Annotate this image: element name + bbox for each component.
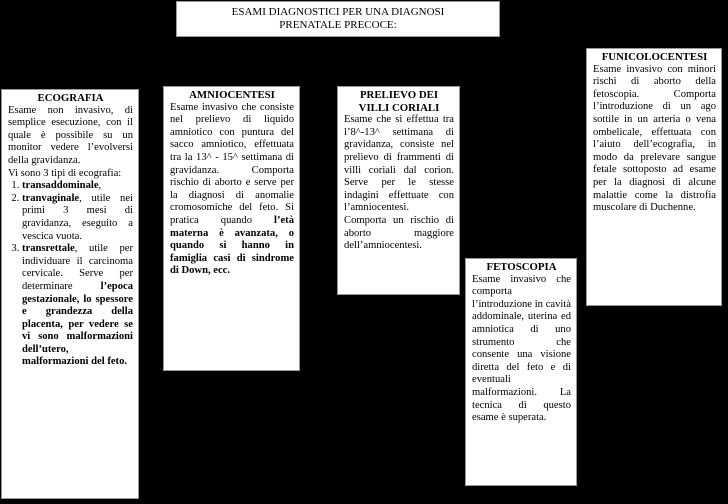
ecografia-type-desc: , utile nei primi 3 mesi di gravidanza, eseguito a vescica vuota. (22, 192, 133, 242)
fetoscopia-title: FETOSCOPIA (486, 261, 557, 273)
amniocentesi-body: Esame invasivo che consiste nel prelievo di liquido amniotico con puntura del sacco amniotico, effettuata tra la 13^ - 15^ settimana di gravidanza. Comporta rischio di aborto e serve per la diagnosi di anomalie cromosomiche del feto. Si pratica quando (170, 101, 294, 226)
ecografia-title: ECOGRAFIA (37, 92, 104, 104)
ecografia-type-desc: , utile per individuare il carcinoma cervicale. Serve per determinare (22, 243, 133, 292)
amniocentesi-box (163, 86, 300, 371)
amniocentesi-title: AMNIOCENTESI (189, 89, 275, 101)
ecografia-type-desc: , (98, 180, 102, 192)
ecografia-type-name: tranvaginale (22, 192, 80, 204)
ecografia-type-name: transrettale (22, 243, 75, 255)
ecografia-purpose: l’epoca gestazionale, lo spessore e grandezza della placenta, per vedere se vi sono malformazioni dell’utero, malformazioni del feto. (22, 280, 133, 368)
fetoscopia-box (465, 258, 577, 486)
funicolocentesi-text: Esame invasivo con minori rischi di aborto della fetoscopia. Comporta l’introduzione di un ago sottile in un arteria o vena ombelicale, effettuata con l’aiuto dell’ecografia, in modo da prelevare sangue fetale sottoposto ad esame per la diagnosi di alcune malattie come la distrofia muscolare di Duchenne. (593, 63, 716, 214)
ecografia-box (1, 89, 139, 499)
fetoscopia-text: Esame invasivo che comporta l’introduzione in cavità addominale, uterina ed amniotica di uno strumento che consente una visione diretta del feto e di eventuali malformazioni. La tecnica di questo esame è superata. (472, 273, 571, 424)
ecografia-types-intro: Vi sono 3 tipi di ecografia: (8, 167, 122, 179)
title-line-1: ESAMI DIAGNOSTICI PER UNA DIAGNOSI (231, 6, 445, 18)
villi-coriali-box (337, 86, 460, 295)
ecografia-type-name: transaddominale (22, 180, 99, 192)
amniocentesi-text (170, 102, 294, 278)
ecografia-type-item (22, 193, 133, 243)
ecografia-type-list (8, 180, 133, 369)
villi-title-line-1: PRELIEVO DEI (359, 89, 439, 101)
ecografia-type-item (22, 243, 133, 369)
diagram-title (176, 1, 500, 37)
funicolocentesi-box (586, 48, 722, 306)
villi-text: Esame che si effettua tra l’8^-13^ settimana di gravidanza, consiste nel prelievo di frammenti di villi coriali dal corion. Serve per le stesse indagini effettuate con l’amniocentesi. Comporta un rischio di aborto maggiore dell’amniocentesi. (344, 114, 454, 252)
funicolocentesi-title: FUNICOLOCENTESI (601, 51, 708, 63)
ecografia-intro: Esame non invasivo, di semplice esecuzione, con il quale è possibile su un monitor vedere l’evolversi della gravidanza. (8, 104, 133, 166)
ecografia-type-item (22, 180, 133, 193)
title-line-2: PRENATALE PRECOCE: (279, 19, 397, 31)
amniocentesi-indication: l’età materna è avanzata, o quando si hanno in famiglia casi di sindrome di Down, ecc. (170, 214, 294, 277)
villi-title-line-2: VILLI CORIALI (358, 101, 440, 114)
